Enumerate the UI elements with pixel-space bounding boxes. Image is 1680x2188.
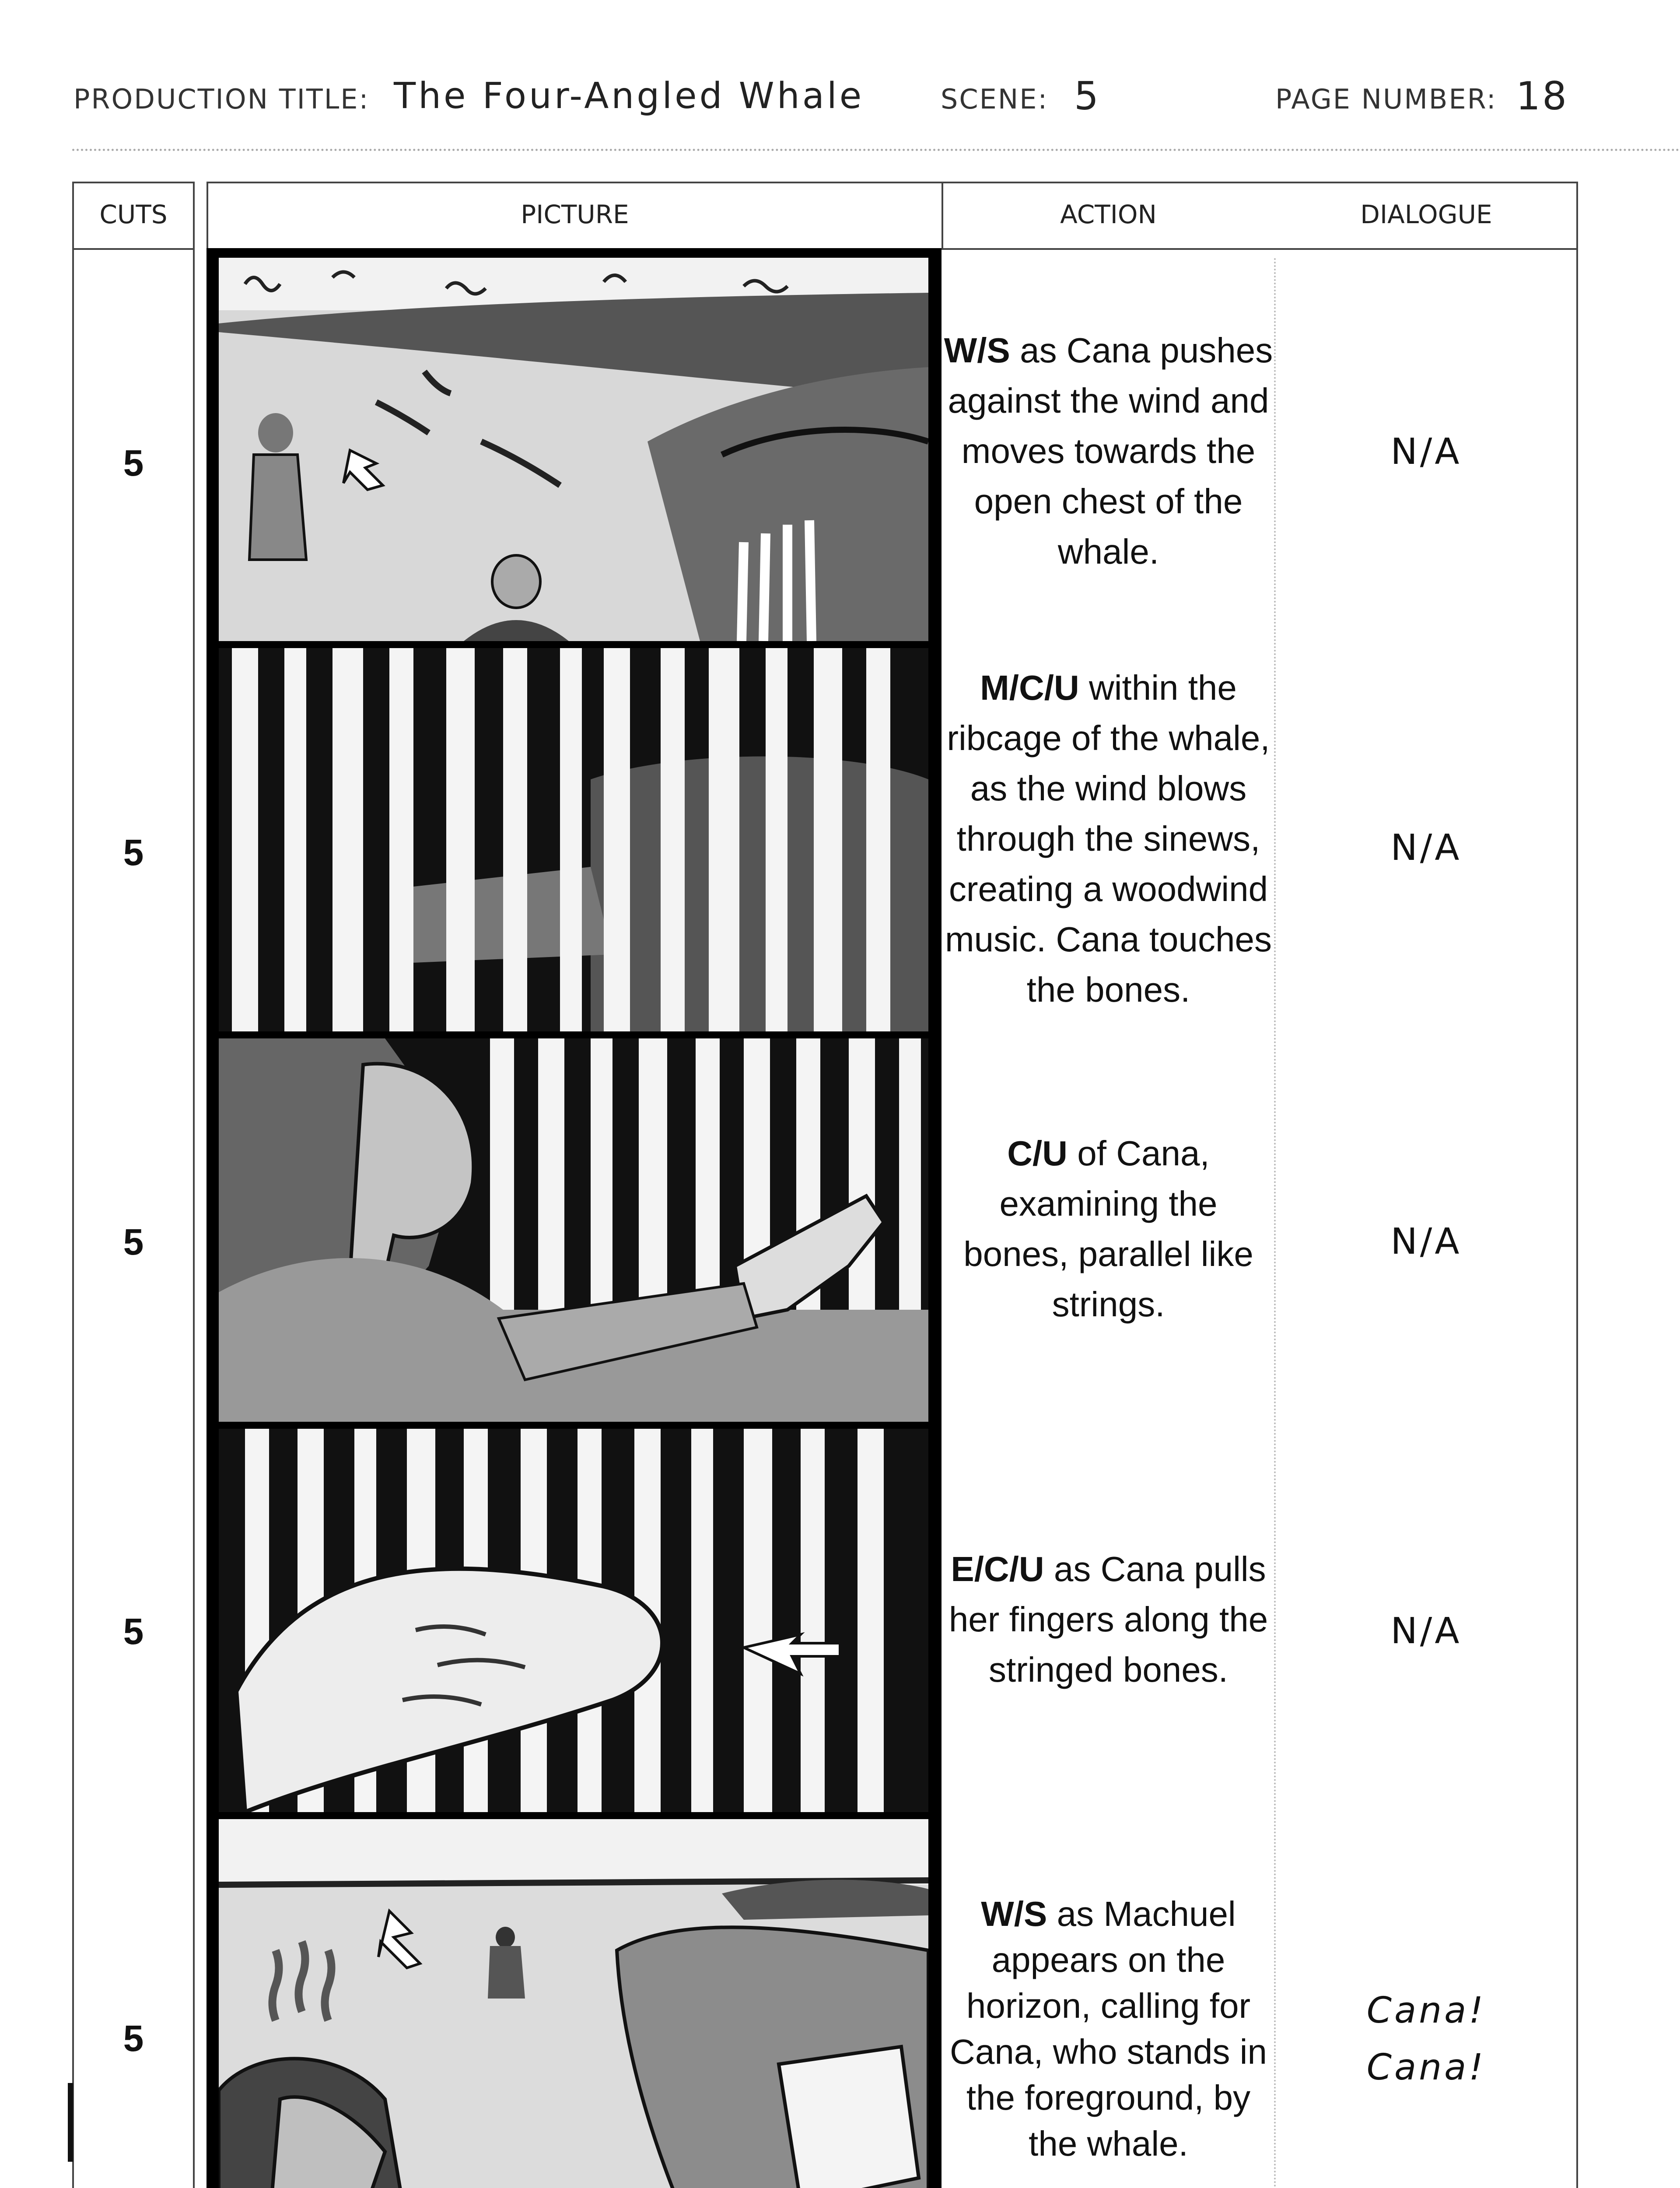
action-description-5: as Machuel appears on the horizon, calling for Cana, who stands in the foreground, by the whale. — [950, 1894, 1267, 2163]
action-text-3 — [943, 1034, 1274, 1424]
storyboard-frame-3 — [219, 1038, 928, 1422]
dialogue-text-2: N/A — [1390, 827, 1462, 869]
shot-type-3: C/U — [1007, 1134, 1068, 1173]
cut-number-5: 5 — [123, 2018, 144, 2059]
action-description-1: as Cana pushes against the wind and moves towards the open chest of the whale. — [948, 330, 1273, 571]
action-text-5 — [943, 1814, 1274, 2188]
scene-label: SCENE: — [941, 83, 1049, 115]
shot-type-1: W/S — [944, 330, 1010, 370]
dialogue-line-5a: Cana! — [1366, 1990, 1486, 2031]
shot-type-2: M/C/U — [980, 668, 1079, 707]
action-column-header: ACTION — [1060, 200, 1157, 229]
storyboard-table-top-rule — [206, 182, 1578, 183]
dialogue-text-4: N/A — [1390, 1610, 1462, 1652]
dialogue-text-1: N/A — [1390, 431, 1462, 473]
cuts-header-rule — [72, 248, 195, 250]
cut-number-2: 5 — [123, 832, 144, 873]
storyboard-frame-5 — [219, 1819, 928, 2188]
action-text-2 — [943, 643, 1274, 1034]
shot-type-4: E/C/U — [951, 1549, 1044, 1588]
action-description-4: as Cana pulls her fingers along the stringed bones. — [948, 1549, 1268, 1689]
picture-column — [206, 248, 942, 2188]
page-number-label: PAGE NUMBER: — [1275, 83, 1497, 115]
page-number: 18 — [1516, 74, 1568, 119]
storyboard-frame-2 — [219, 648, 928, 1031]
storyboard-frame-4 — [219, 1429, 928, 1812]
dialogue-column-header: DIALOGUE — [1360, 200, 1492, 229]
scene-number: 5 — [1074, 74, 1101, 119]
dialogue-text-5 — [1275, 1982, 1577, 2096]
action-text-1 — [943, 258, 1274, 643]
frame-4-illustration — [219, 1429, 928, 1812]
production-title-label: PRODUCTION TITLE: — [74, 83, 370, 115]
picture-column-header: PICTURE — [521, 200, 629, 229]
dialogue-line-5b: Cana! — [1366, 2047, 1486, 2088]
frame-2-illustration — [219, 648, 928, 1031]
frame-1-illustration — [219, 258, 928, 641]
header-divider — [72, 149, 1680, 151]
shot-type-5: W/S — [981, 1894, 1047, 1933]
frame-5-illustration — [219, 1819, 928, 2188]
action-description-3: of Cana, examining the bones, parallel like strings. — [963, 1134, 1253, 1324]
cut-number-3: 5 — [123, 1221, 144, 1262]
action-text-4 — [943, 1424, 1274, 1814]
production-title: The Four-Angled Whale — [394, 75, 864, 117]
cut-number-4: 5 — [123, 1611, 144, 1652]
cut-number-1: 5 — [123, 442, 144, 484]
frame-3-illustration — [219, 1038, 928, 1422]
storyboard-frame-1 — [219, 258, 928, 641]
action-description-2: within the ribcage of the whale, as the wind blows through the sinews, creating a woodwind music. Cana touches the bones. — [945, 668, 1272, 1009]
cuts-column-header: CUTS — [99, 200, 168, 229]
dialogue-text-3: N/A — [1390, 1221, 1462, 1262]
margin-mark — [68, 2083, 73, 2162]
